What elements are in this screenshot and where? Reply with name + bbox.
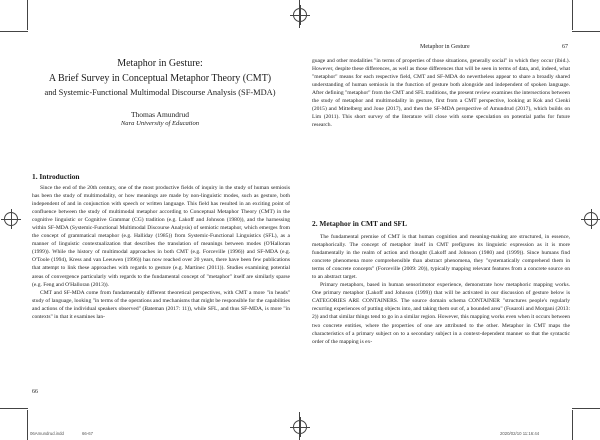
- file-slug: 06Amundrud.indd: [30, 431, 64, 436]
- crop-mark: [572, 31, 600, 32]
- paragraph: Since the end of the 20th century, one of the most productive fields of inquiry in the study of human semiosis has been the study of multimodality, or how meanings are made by non-linguistic modes, such as gesture, both independent of and in conjunction with speech or written language. This field has resulted in an exciting point of confluence between the study of multimodal metaphor according to Conceptual Metaphor Theory (CMT) in the cognitive linguistic or Cognitive Grammar (CG) tradition (e.g. Lakoff and Johnson (1980)), and the harnessing within SF-MDA (Systemic-Functional Multimodal Discourse Analysis) of semiotic metaphor, which emerges from the concept of grammatical metaphor (e.g. Halliday (1985)) from Systemic-Functional Linguistics (SFL), as a manner of linguistic contextualization that describes the translation of meanings between modes (O'Halloran (1999)). While the history of multimodal approaches in both CMT (e.g. Forceville (1996)) and SF-MDA (e.g. O'Toole (1994), Kress and van Leeuwen (1996)) has now reached over 20 years, there have been few publications that attempt to link these approaches with regards to gesture (e.g. Martinec (2011)). Studies examining potential areas of convergence particularly with regards to the fundamental concept of "metaphor" itself are similarly sparse (e.g. Feng and O'Halloran (2013)).: [32, 185, 290, 288]
- body-text: [312, 233, 570, 346]
- paper-subtitle: and Systemic-Functional Multimodal Discourse Analysis (SF-MDA): [44, 88, 276, 97]
- page-number: 67: [562, 44, 568, 50]
- paragraph: The fundamental premise of CMT is that human cognition and meaning-making are structured, in essence, metaphorically. The concept of metaphor itself in CMT prefigures its linguistic expression as it is more fundamentally in the realm of action and thought (Lakoff and Johnson (1980) and (1999)). Since humans find concrete phenomena more comprehensible than abstract phenomena, they "systematically comprehend them in terms of concrete concepts" (Forceville (2009: 20)), typically mapping relevant features from a concrete source on to an abstract target.: [312, 234, 570, 281]
- section-heading: 1. Introduction: [32, 172, 80, 181]
- registration-mark-icon: [293, 8, 307, 22]
- crop-mark: [0, 31, 28, 32]
- right-page: [308, 40, 572, 400]
- registration-mark-icon: [4, 212, 18, 226]
- crop-mark: [27, 0, 28, 30]
- author-name: Thomas Amundrud: [130, 110, 190, 119]
- page-number: 66: [32, 389, 38, 395]
- paper-title: Metaphor in Gesture:: [117, 58, 203, 69]
- section-heading: 2. Metaphor in CMT and SFL: [312, 219, 407, 228]
- registration-mark-icon: [293, 420, 307, 434]
- running-head: Metaphor in Gesture: [420, 44, 470, 50]
- body-text: [312, 57, 570, 129]
- paragraph: CMT and SF-MDA come from fundamentally different theoretical perspectives, with CMT a more "in heads" study of language, looking "in terms of the operations and mechanisms that might be responsible for the capabilities and actions of the individual speakers observed" (Bateman (2017: 11)), while SFL, and thus SF-MDA, is more "in contexts" in that it examines lan-: [32, 289, 290, 320]
- paragraph: guage and other modalities "in terms of properties of those situations, generally social" in which they occur (ibid.). However, despite these differences, as well as those differences that will be seen in terms of data, and, indeed, what "metaphor" means for each respective field, CMT and SF-MDA do nevertheless appear to share a broadly shared understanding of human semiosis in the function of gesture both alongside and independent of spoken language. After defining "metaphor" from the CMT and SFL traditions, the present review examines the intersections between the study of metaphor and multimodality in gesture, first from a CMT perspective, looking at Kok and Cienki (2015) and Mittelberg and Joue (2017), and then the SF-MDA perspective of Amundrud (2017), which builds on Lim (2011). This short survey of the literature will close with some speculation on potential paths for future research.: [312, 58, 570, 129]
- page-range-slug: 66-67: [82, 431, 93, 436]
- crop-mark: [572, 408, 600, 409]
- registration-mark-icon: [584, 212, 598, 226]
- paragraph: Primary metaphors, based in human sensorimotor experience, demonstrate how metaphoric mapping works. One primary metaphor (Lakoff and Johnson (1999)) that will be activated in our discussion of gesture below is CATEGORIES ARE CONTAINERS. The source domain schema CONTAINER "structures people's regularly recurring experiences of putting objects into, and taking them out of, a bounded area" (Fusaroli and Morgani (2013: 2)) and that similar things tend to go in a similar region. However, this mapping works even when it occurs between two concrete entities, where the properties of one are attributed to the other. Metaphor in CMT maps the characteristics of a primary subject on to a secondary subject in a context-dependent manner so that the syntactic order of the mapping is ex-: [312, 282, 570, 345]
- crop-mark: [0, 408, 28, 409]
- left-page: [28, 40, 292, 400]
- timestamp-slug: 2020/02/10 11:16:44: [500, 431, 540, 436]
- author-affiliation: Nara University of Education: [120, 120, 200, 127]
- crop-mark: [27, 410, 28, 440]
- body-text: [32, 184, 290, 321]
- crop-mark: [572, 0, 573, 30]
- paper-title-line: A Brief Survey in Conceptual Metaphor Theory (CMT): [48, 73, 272, 84]
- crop-mark: [572, 410, 573, 440]
